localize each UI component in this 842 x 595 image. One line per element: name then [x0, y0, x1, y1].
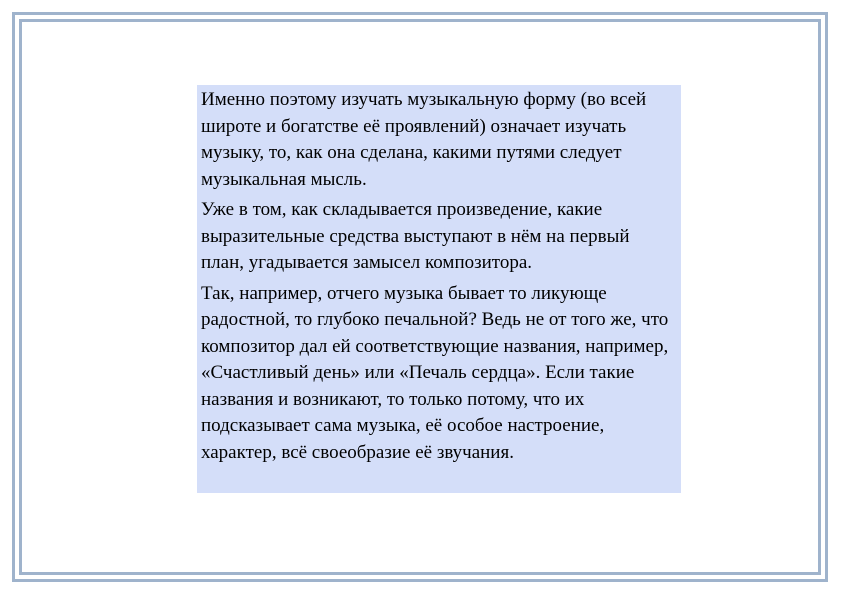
paragraph-2: Уже в том, как складывается произведение, какие выразительные средства выступают в нём на первый план, угадывается замысел композитора. — [201, 199, 630, 273]
paragraph-3: Так, например, отчего музыка бывает то ликующе радостной, то глубоко печальной? Ведь не от того же, что композитор дал ей соответствующие названия, например, «Счастливый день» или «Печаль сердца». Если такие названия и возникают, то только потому, что их подсказывает сама музыка, её особое настроение, характер, всё своеобразие её звучания. — [201, 282, 669, 463]
text-box — [197, 85, 681, 493]
paragraph-1: Именно поэтому изучать музыкальную форму (во всей широте и богатстве её проявлений) означает изучать музыку, то, как она сделана, какими путями следует музыкальная мысль. — [201, 89, 647, 190]
